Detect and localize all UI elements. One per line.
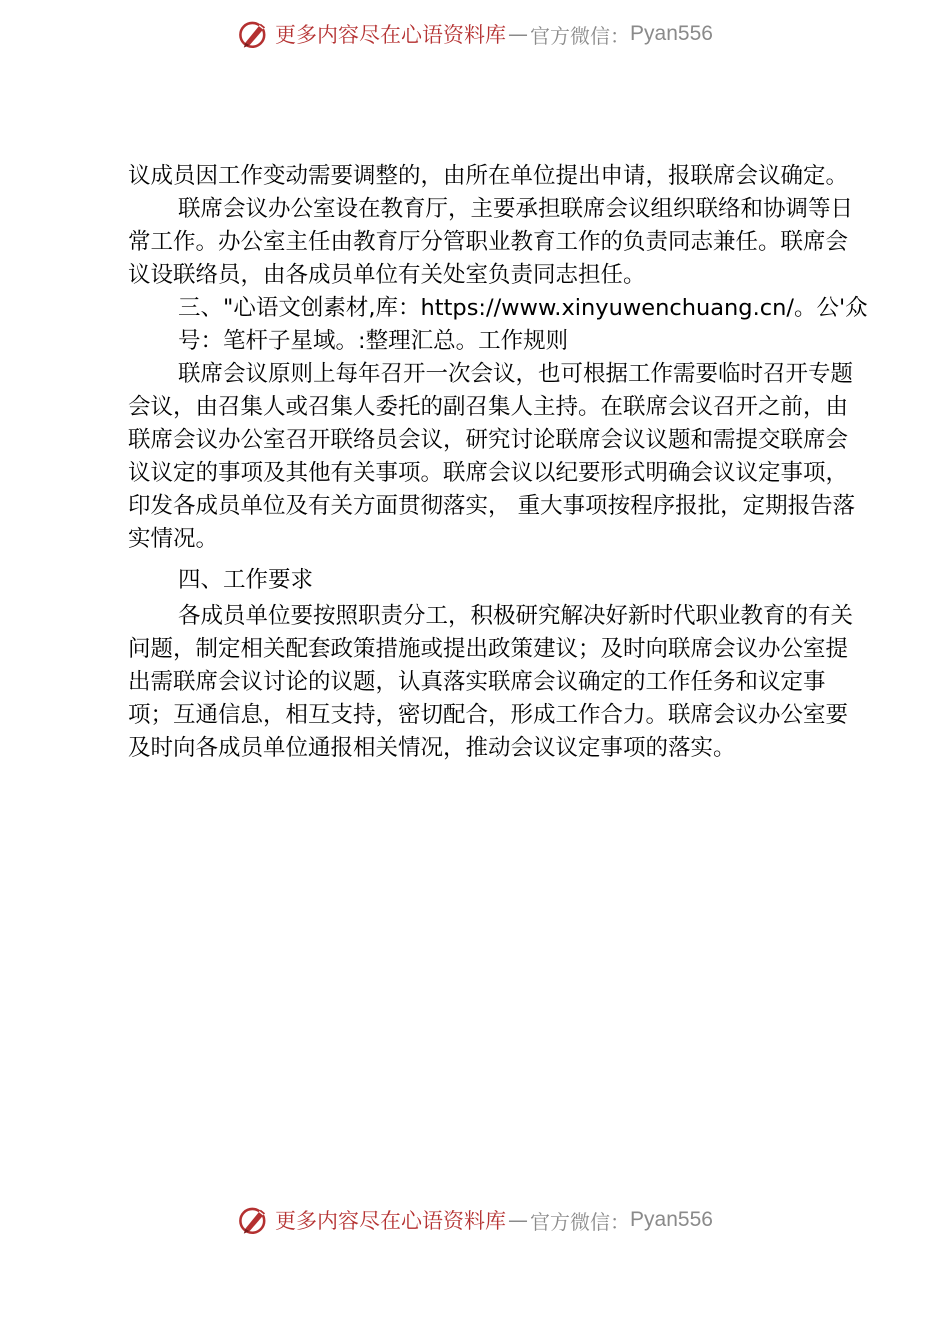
header-wechat-id: Pyan556: [630, 22, 713, 45]
paragraph-office: 联席会议办公室设在教育厅，主要承担联席会议组织联络和协调等日常工作。办公室主任由教育厅分管职业教育工作的负责同志兼任。联席会议设联络员，由各成员单位有关处室负责同志担任。: [128, 196, 854, 288]
section-heading-work-requirements: 四、工作要求: [178, 567, 314, 593]
section-heading-work-rules: 三、"心语文创素材,库：https://www.xinyuwenchuang.cn/。公'众号：笔杆子星域。:整理汇总。工作规则: [178, 295, 868, 354]
paragraph-work-requirements: 各成员单位要按照职责分工，积极研究解决好新时代职业教育的有关问题，制定相关配套政策措施或提出政策建议；及时向联席会议办公室提出需联席会议讨论的议题，认真落实联席会议确定的工作任务和议定事项；互通信息，相互支持，密切配合，形成工作合力。联席会议办公室要及时向各成员单位通报相关情况，推动会议议定事项的落实。: [128, 603, 854, 761]
footer-wechat-id: Pyan556: [630, 1208, 713, 1231]
header-brand-text: 更多内容尽在心语资料库: [275, 23, 507, 47]
paragraph-member-adjustment: 议成员因工作变动需要调整的，由所在单位提出申请，报联席会议确定。: [128, 163, 849, 189]
footer-wechat-label: 官方微信：: [530, 1209, 631, 1234]
footer-brand-text: 更多内容尽在心语资料库: [275, 1209, 507, 1233]
paragraph-work-rules: 联席会议原则上每年召开一次会议，也可根据工作需要临时召开专题会议，由召集人或召集人委托的副召集人主持。在联席会议召开之前，由联席会议办公室召开联络员会议，研究讨论联席会议议题和需提交联席会议议定的事项及其他有关事项。联席会议以纪要形式明确会议议定事项，印发各成员单位及有关方面贯彻落实， 重大事项按程序报批，定期报告落实情况。: [128, 361, 856, 552]
header-banner: [0, 14, 950, 54]
footer-dash: —: [508, 1208, 529, 1232]
header-dash: —: [508, 22, 529, 46]
document-body: [128, 160, 868, 765]
header-wechat-label: 官方微信：: [530, 23, 631, 48]
footer-banner: [0, 1200, 950, 1240]
pen-logo-icon: [237, 17, 271, 51]
pen-logo-icon: [237, 1203, 271, 1237]
